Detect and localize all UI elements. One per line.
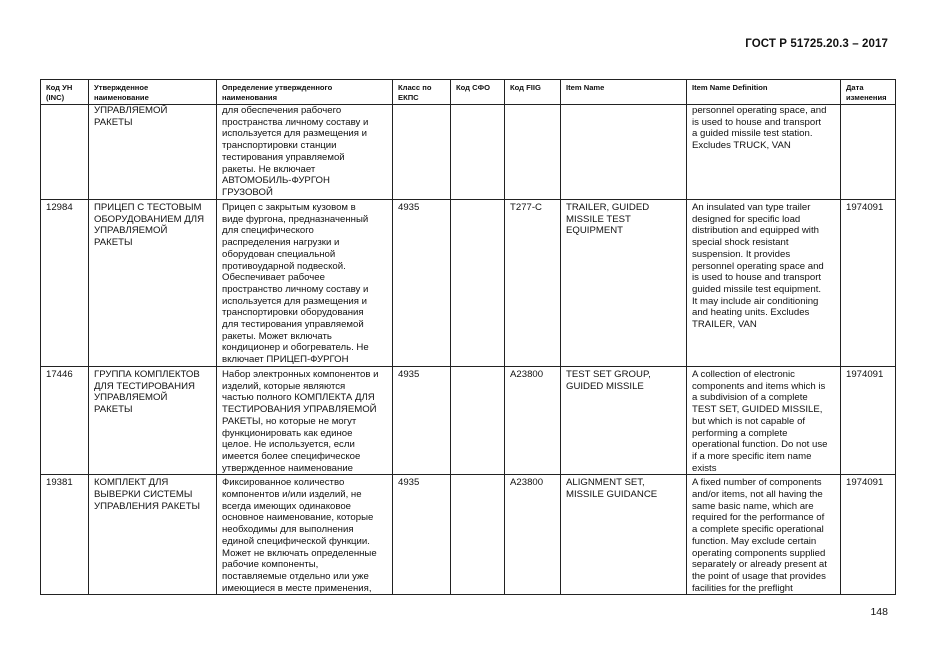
col-header-ekps-class: Класс по ЕКПС (393, 80, 451, 105)
cell-fiig-code (505, 105, 561, 200)
cell-item-name-definition: A collection of electronic components and items which is a subdivision of a complete TEST SET, GUIDED MISSILE, but which is not capable of performing a complete operational function. Do not use if a more specific item name exists (687, 367, 841, 475)
cell-ekps-class (393, 105, 451, 200)
cell-item-name-definition: A fixed number of components and/or items, not all having the same basic name, which are required for the performance of a complete specific operational function. May exclude certain operating components supplied separately or already present at the point of usage that provides facilities for the preflight (687, 475, 841, 595)
cell-approved-name: ПРИЦЕП С ТЕСТОВЫМ ОБОРУДОВАНИЕМ ДЛЯ УПРАВЛЯЕМОЙ РАКЕТЫ (89, 200, 217, 367)
table-row (41, 475, 896, 595)
cell-fiig-code: A23800 (505, 475, 561, 595)
cell-change-date: 1974091 (841, 367, 896, 475)
page-number: 148 (870, 606, 888, 618)
cell-item-name: ALIGNMENT SET, MISSILE GUIDANCE (561, 475, 687, 595)
cell-sfo-code (451, 200, 505, 367)
cell-item-name (561, 105, 687, 200)
cell-item-name: TRAILER, GUIDED MISSILE TEST EQUIPMENT (561, 200, 687, 367)
cell-inc: 19381 (41, 475, 89, 595)
cell-approved-name: УПРАВЛЯЕМОЙ РАКЕТЫ (89, 105, 217, 200)
table-row (41, 367, 896, 475)
cell-approved-name: ГРУППА КОМПЛЕКТОВ ДЛЯ ТЕСТИРОВАНИЯ УПРАВЛЯЕМОЙ РАКЕТЫ (89, 367, 217, 475)
cell-ekps-class: 4935 (393, 200, 451, 367)
cell-change-date (841, 105, 896, 200)
cell-sfo-code (451, 367, 505, 475)
table-row (41, 200, 896, 367)
cell-sfo-code (451, 475, 505, 595)
col-header-inc: Код УН (INC) (41, 80, 89, 105)
table-header-row (41, 80, 896, 105)
cell-definition: для обеспечения рабочего пространства личному составу и используется для размещения и транспортировки станции тестирования управляемой ракеты. Не включает АВТОМОБИЛЬ-ФУРГОН ГРУЗОВОЙ (217, 105, 393, 200)
cell-item-name: TEST SET GROUP, GUIDED MISSILE (561, 367, 687, 475)
cell-sfo-code (451, 105, 505, 200)
standard-designation: ГОСТ Р 51725.20.3 – 2017 (745, 38, 888, 50)
cell-ekps-class: 4935 (393, 475, 451, 595)
cell-inc: 17446 (41, 367, 89, 475)
cell-item-name-definition: personnel operating space, and is used to house and transport a guided missile test station. Excludes TRUCK, VAN (687, 105, 841, 200)
cell-change-date: 1974091 (841, 475, 896, 595)
cell-fiig-code: A23800 (505, 367, 561, 475)
cell-definition: Фиксированное количество компонентов и/или изделий, не всегда имеющих одинаковое основное наименование, которые необходимы для выполнения единой специфической функции. Может не включать определенные рабочие компоненты, поставляемые отдельно или уже имеющиеся в месте применения, (217, 475, 393, 595)
col-header-fiig-code: Код FIIG (505, 80, 561, 105)
cell-item-name-definition: An insulated van type trailer designed for specific load distribution and equipped with special shock resistant suspension. It provides personnel operating space and is used to house and transport guided missile test equipment. It may include air conditioning and heating units. Excludes TRAILER, VAN (687, 200, 841, 367)
cell-inc: 12984 (41, 200, 89, 367)
cell-fiig-code: T277-C (505, 200, 561, 367)
col-header-sfo-code: Код СФО (451, 80, 505, 105)
cell-approved-name: КОМПЛЕКТ ДЛЯ ВЫВЕРКИ СИСТЕМЫ УПРАВЛЕНИЯ РАКЕТЫ (89, 475, 217, 595)
col-header-change-date: Дата изменения (841, 80, 896, 105)
cell-ekps-class: 4935 (393, 367, 451, 475)
table-row (41, 105, 896, 200)
cell-change-date: 1974091 (841, 200, 896, 367)
cell-inc (41, 105, 89, 200)
items-table (40, 79, 896, 595)
col-header-definition: Определение утвержденного наименования (217, 80, 393, 105)
cell-definition: Прицеп с закрытым кузовом в виде фургона, предназначенный для специфического распределения нагрузки и оборудован специальной противоударной подвеской. Обеспечивает рабочее пространство личному составу и используется для размещения и транспортировки оборудования для тестирования управляемой ракеты. Может включать кондиционер и обогреватель. Не включает ПРИЦЕП-ФУРГОН (217, 200, 393, 367)
col-header-approved-name: Утвержденное наименование (89, 80, 217, 105)
cell-definition: Набор электронных компонентов и изделий, которые являются частью полного КОМПЛЕКТА ДЛЯ ТЕСТИРОВАНИЯ УПРАВЛЯЕМОЙ РАКЕТЫ, но которые не могут функционировать как единое целое. Не используется, если имеется более специфическое утвержденное наименование (217, 367, 393, 475)
col-header-item-name-definition: Item Name Definition (687, 80, 841, 105)
col-header-item-name: Item Name (561, 80, 687, 105)
